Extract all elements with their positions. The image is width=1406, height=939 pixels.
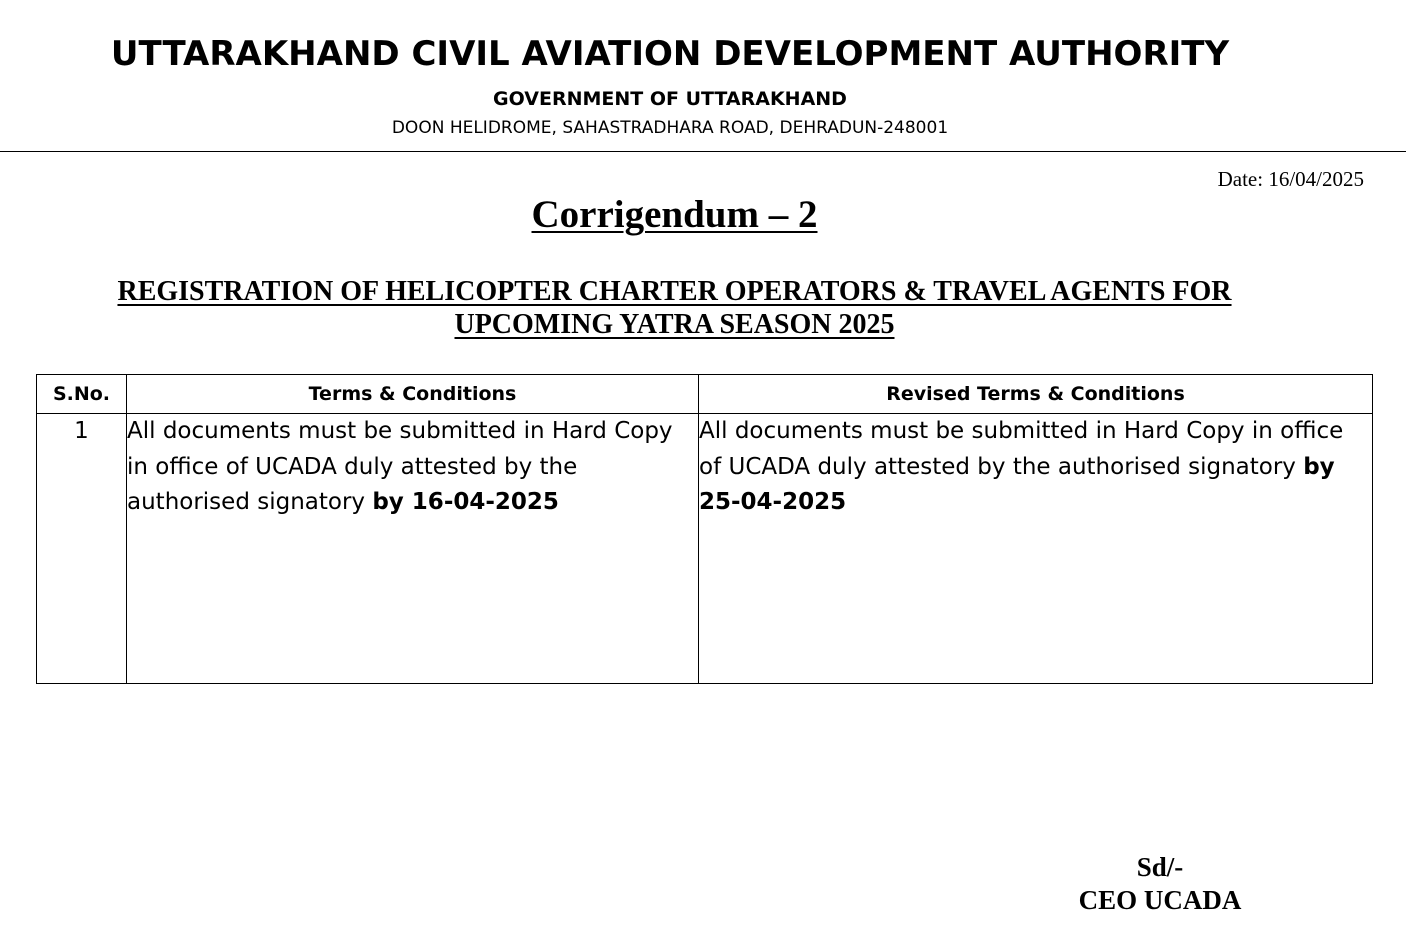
column-header-terms: Terms & Conditions <box>127 375 699 414</box>
revised-term-cell <box>699 414 1373 684</box>
government-line: GOVERNMENT OF UTTARAKHAND <box>493 88 847 110</box>
subject-heading <box>0 275 1349 341</box>
column-header-sno: S.No. <box>37 375 127 414</box>
revised-deadline: by 25-04-2025 <box>699 453 1335 515</box>
revised-term-text: All documents must be submitted in Hard Copy in office of UCADA duly attested by the authorised signatory <box>699 418 1344 480</box>
header-divider <box>0 151 1406 152</box>
signature-sd: Sd/- <box>1136 852 1184 882</box>
address-line: DOON HELIDROME, SAHASTRADHARA ROAD, DEHRADUN-248001 <box>391 118 949 138</box>
table-row <box>37 414 1373 684</box>
subject-line-2: UPCOMING YATRA SEASON 2025 <box>454 309 895 340</box>
row-sno: 1 <box>37 414 127 684</box>
subject-line-1: REGISTRATION OF HELICOPTER CHARTER OPERATORS & TRAVEL AGENTS FOR <box>117 276 1232 307</box>
signatory-title: CEO UCADA <box>1078 885 1242 915</box>
document-date: Date: 16/04/2025 <box>1217 167 1364 191</box>
column-header-revised-terms: Revised Terms & Conditions <box>699 375 1373 414</box>
original-deadline: by 16-04-2025 <box>372 489 559 515</box>
original-term-cell <box>127 414 699 684</box>
table-header-row <box>37 375 1373 414</box>
original-term-text: All documents must be submitted in Hard Copy in office of UCADA duly attested by the authorised signatory <box>127 418 673 515</box>
terms-table <box>36 374 1373 684</box>
document-heading <box>0 192 1349 237</box>
heading-text: Corrigendum – 2 <box>531 193 818 236</box>
organization-title: UTTARAKHAND CIVIL AVIATION DEVELOPMENT AUTHORITY <box>110 34 1230 74</box>
